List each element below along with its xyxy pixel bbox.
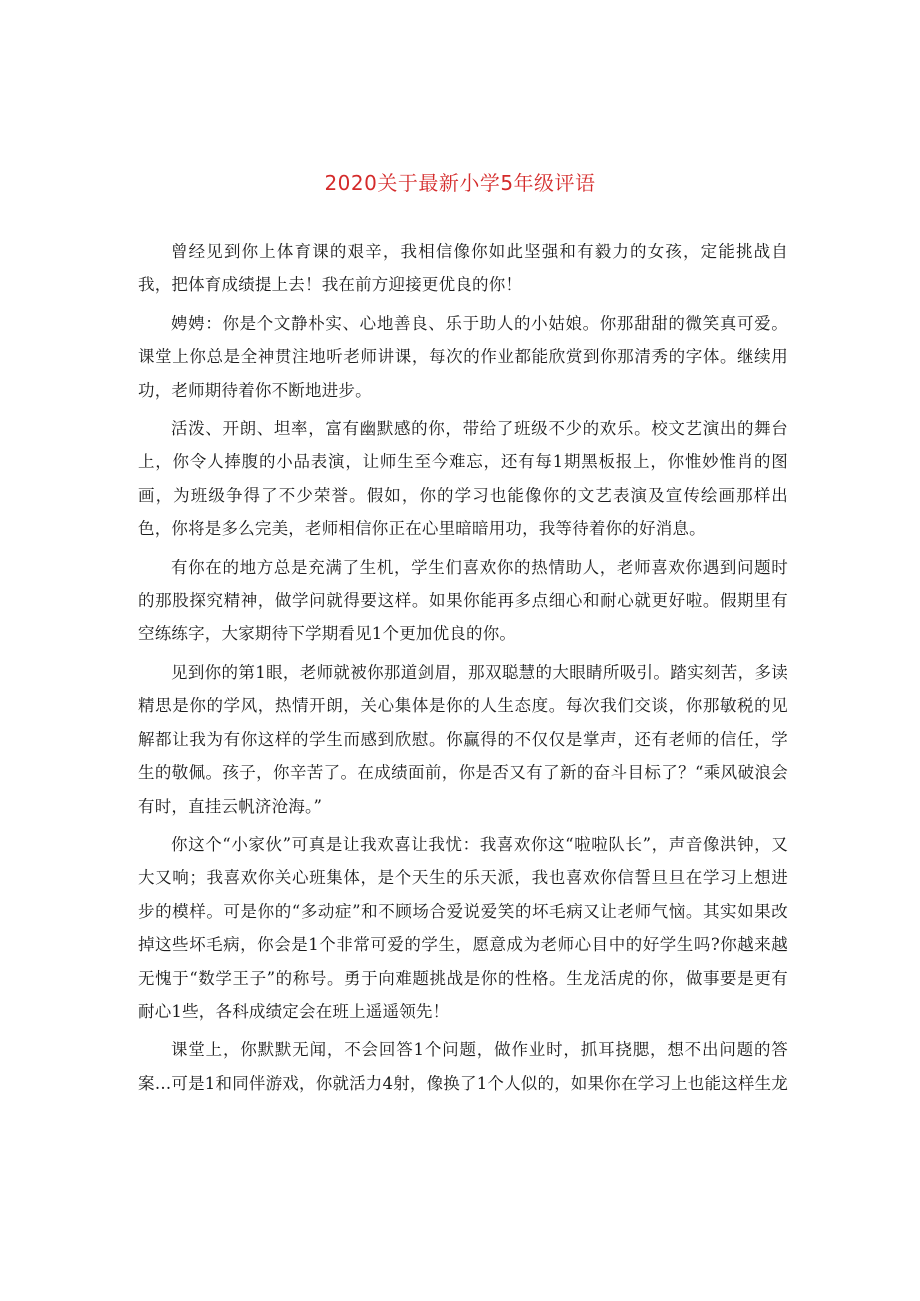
paragraph: 课堂上，你默默无闻，不会回答1个问题，做作业时，抓耳挠腮，想不出问题的答案…可是1和同伴游戏，你就活力4射，像换了1个人似的，如果你在学习上也能这样生龙 xyxy=(138,1040,788,1093)
document-title: 2020关于最新小学5年级评语 xyxy=(324,171,596,195)
paragraph: 曾经见到你上体育课的艰辛，我相信像你如此坚强和有毅力的女孩，定能挑战自我，把体育成绩提上去！我在前方迎接更优良的你！ xyxy=(138,242,788,295)
paragraph: 有你在的地方总是充满了生机，学生们喜欢你的热情助人，老师喜欢你遇到问题时的那股探究精神，做学问就得要这样。如果你能再多点细心和耐心就更好啦。假期里有空练练字，大家期待下学期看见1个更加优良的你。 xyxy=(138,557,788,644)
paragraph: 活泼、开朗、坦率，富有幽默感的你，带给了班级不少的欢乐。校文艺演出的舞台上，你令人捧腹的小品表演，让师生至今难忘，还有每1期黑板报上，你惟妙惟肖的图画，为班级争得了不少荣誉。假如，你的学习也能像你的文艺表演及宣传绘画那样出色，你将是多么完美，老师相信你正在心里暗暗用功，我等待着你的好消息。 xyxy=(138,419,788,539)
paragraph: 见到你的第1眼，老师就被你那道剑眉，那双聪慧的大眼睛所吸引。踏实刻苦，多读精思是你的学风，热情开朗，关心集体是你的人生态度。每次我们交谈，你那敏税的见解都让我为有你这样的学生而感到欣慰。你赢得的不仅仅是掌声，还有老师的信任，学生的敬佩。孩子，你辛苦了。在成绩面前，你是否又有了新的奋斗目标了？“乘风破浪会有时，直挂云帆济沧海。” xyxy=(138,662,788,816)
document-body xyxy=(138,235,788,1105)
paragraph: 你这个“小家伙”可真是让我欢喜让我忧：我喜欢你这“啦啦队长”，声音像洪钟，又大又响；我喜欢你关心班集体，是个天生的乐天派，我也喜欢你信誓旦旦在学习上想进步的模样。可是你的“多动症”和不顾场合爱说爱笑的坏毛病又让老师气恼。其实如果改掉这些坏毛病，你会是1个非常可爱的学生，愿意成为老师心目中的好学生吗?你越来越无愧于“数学王子”的称号。勇于向难题挑战是你的性格。生龙活虎的你，做事要是更有耐心1些，各科成绩定会在班上遥遥领先！ xyxy=(138,834,788,1021)
paragraph: 娉娉：你是个文静朴实、心地善良、乐于助人的小姑娘。你那甜甜的微笑真可爱。课堂上你总是全神贯注地听老师讲课，每次的作业都能欣赏到你那清秀的字体。继续用功，老师期待着你不断地进步。 xyxy=(138,313,788,400)
